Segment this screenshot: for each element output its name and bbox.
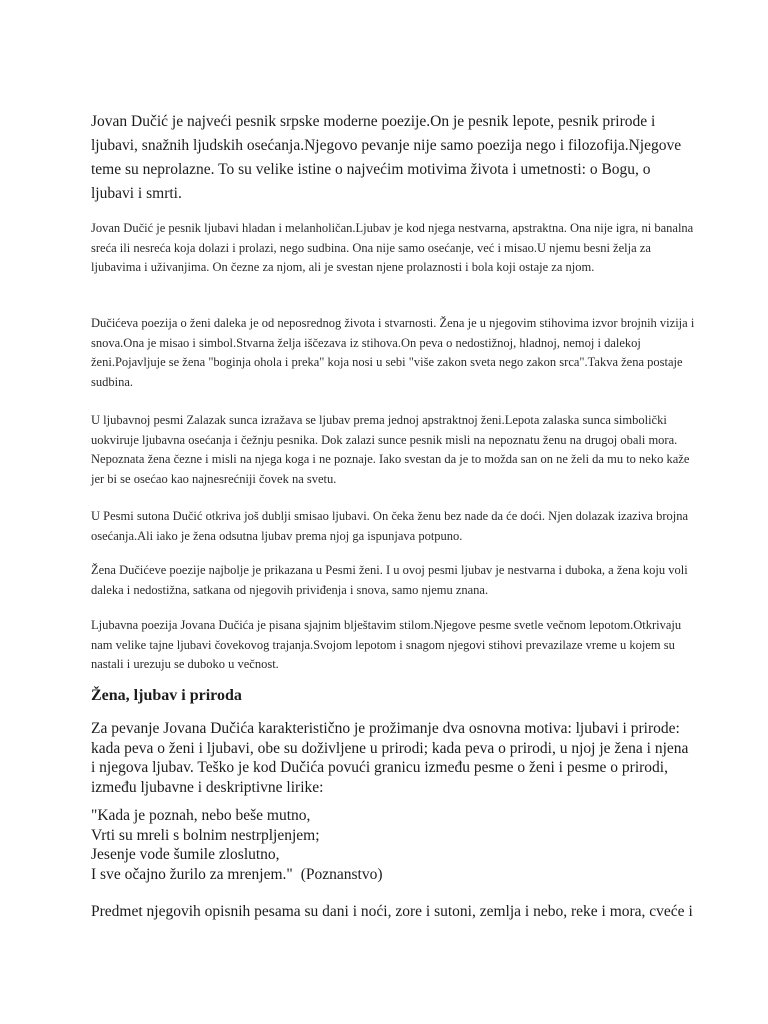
poem-quote <box>91 806 383 884</box>
section-paragraph: Za pevanje Jovana Dučića karakteristično je prožimanje dva osnovna motiva: ljubavi i prirode: kada peva o ženi i ljubavi, obe su doživljene u prirodi; kada peva o prirodi, u njoj je žena i njena i njegova ljubav. Teško je kod Dučića povući granicu između pesme o ženi i pesme o prirodi, između ljubavne i deskriptivne lirike: <box>91 720 689 796</box>
intro-paragraph: Jovan Dučić je najveći pesnik srpske moderne poezije.On je pesnik lepote, pesnik prirode i ljubavi, snažnih ljudskih osećanja.Njegovo pevanje nije samo poezija nego i filozofija.Njegove teme su neprolazne. To su velike istine o najvećim motivima života i umetnosti: o Bogu, o ljubavi i smrti. <box>91 113 682 202</box>
poem-line: Jesenje vode šumile zloslutno, <box>91 846 280 863</box>
poem-last-line <box>91 865 383 885</box>
section-heading: Žena, ljubav i priroda <box>91 687 242 704</box>
paragraph-2: Dučićeva poezija o ženi daleka je od neposrednog života i stvarnosti. Žena je u njegovim stihovima izvor brojnih vizija i snova.Ona je misao i simbol.Stvarna želja iščezava iz stihova.On peva o nedostižnoj, hladnoj, nemoj i dalekoj ženi.Pojavljuje se žena "boginja ohola i preka" koja nosi u sebi "više zakon sveta nego zakon srca".Takva žena postaje sudbina. <box>91 316 695 389</box>
paragraph-4: U Pesmi sutona Dučić otkriva još dublji smisao ljubavi. On čeka ženu bez nade da će doći. Njen dolazak izaziva brojna osećanja.Ali iako je žena odsutna ljubav prema njoj ga ispunjava potpuno. <box>91 509 689 543</box>
last-paragraph: Predmet njegovih opisnih pesama su dani i noći, zore i sutoni, zemlja i nebo, reke i mora, cveće i <box>91 903 693 920</box>
paragraph-1: Jovan Dučić je pesnik ljubavi hladan i melanholičan.Ljubav je kod njega nestvarna, apstraktna. Ona nije igra, ni banalna sreća ili nesreća koja dolazi i prolazi, nego sudbina. Ona nije samo osećanje, već i misao.U njemu besni želja za ljubavima i uživanjima. On čezne za njom, ali je svestan njene prolaznosti i bola koji ostaje za njom. <box>91 221 694 274</box>
poem-source: (Poznanstvo) <box>300 865 383 883</box>
poem-line: Vrti su mreli s bolnim nestrpljenjem; <box>91 826 320 844</box>
paragraph-3: U ljubavnoj pesmi Zalazak sunca izražava se ljubav prema jednoj apstraktnoj ženi.Lepota zalaska sunca simbolički uokviruje ljubavna osećanja i čežnju pesnika. Dok zalazi sunce pesnik misli na nepoznatu ženu na drugoj obali mora. Nepoznata žena čezne i misli na njega koga i ne poznaje. Iako svestan da je to možda san on ne želi da mu to neko kaže jer bi se osećao kao najnesrećniji čovek na svetu. <box>91 413 690 486</box>
poem-line: I sve očajno žurilo za mrenjem." <box>91 865 293 883</box>
poem-line: "Kada je poznah, nebo beše mutno, <box>91 807 311 824</box>
paragraph-5: Žena Dučićeve poezije najbolje je prikazana u Pesmi ženi. I u ovoj pesmi ljubav je nestvarna i duboka, a žena koju voli daleka i nedostižna, satkana od njegovih priviđenja i snova, samo njemu znana. <box>91 563 688 597</box>
paragraph-6: Ljubavna poezija Jovana Dučića je pisana sjajnim blještavim stilom.Njegove pesme svetle večnom lepotom.Otkrivaju nam velike tajne ljubavi čovekovog trajanja.Svojom lepotom i snagom njegovi stihovi prevazilaze vreme u kojem su nastali i urezuju se duboko u večnost. <box>91 618 682 671</box>
